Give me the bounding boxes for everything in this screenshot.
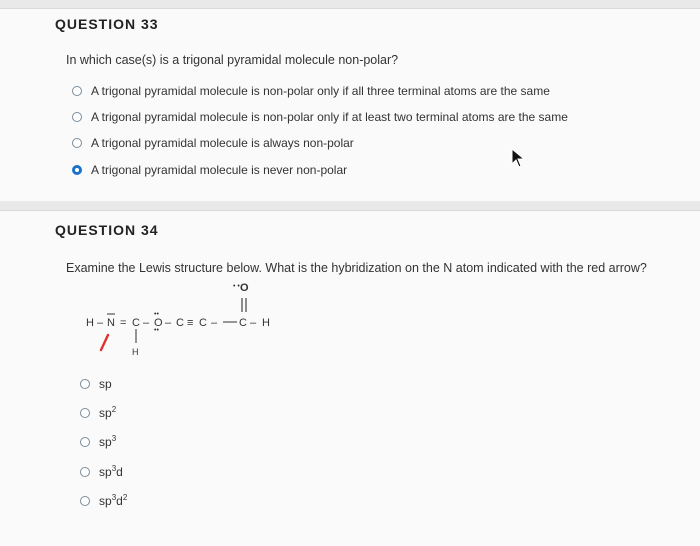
- radio-button[interactable]: [80, 467, 90, 477]
- radio-button[interactable]: [80, 408, 90, 418]
- atom-c1: C: [132, 317, 140, 329]
- atom-c4: C: [239, 317, 247, 329]
- option-label: A trigonal pyramidal molecule is never non-polar: [91, 163, 348, 177]
- option-label: $sp^3d^2$: [99, 493, 128, 508]
- question-34-title: QUESTION 34: [55, 222, 159, 238]
- atom-h-left: H: [86, 317, 94, 329]
- lone-pair-dots: ••: [154, 311, 159, 318]
- q34-option-sp3d[interactable]: [80, 465, 123, 479]
- lone-pair-dots: • •: [233, 283, 240, 290]
- radio-button-selected[interactable]: [72, 165, 82, 175]
- atom-c2: C: [176, 317, 184, 329]
- bond-single: –: [165, 317, 172, 329]
- question-33-title: QUESTION 33: [55, 16, 159, 32]
- mouse-cursor-icon: [510, 148, 526, 168]
- bond-triple: ≡: [187, 317, 194, 329]
- lone-pair-dots: ••: [154, 327, 159, 334]
- bond-single: –: [211, 317, 218, 329]
- option-label: A trigonal pyramidal molecule is non-polar only if at least two terminal atoms are the same: [91, 110, 568, 124]
- q34-option-sp2[interactable]: [80, 406, 116, 420]
- atom-h-right: H: [262, 317, 270, 329]
- atom-h-bottom: H: [132, 347, 139, 357]
- option-label: A trigonal pyramidal molecule is non-polar only if all three terminal atoms are the same: [91, 84, 550, 98]
- radio-button[interactable]: [72, 86, 82, 96]
- q34-option-sp3d2[interactable]: [80, 494, 127, 508]
- radio-button[interactable]: [80, 379, 90, 389]
- q33-option-2[interactable]: [72, 110, 568, 124]
- atom-o-ether: O: [154, 317, 163, 329]
- option-label: $sp^2$: [99, 405, 117, 420]
- q33-option-4[interactable]: [72, 163, 347, 177]
- q33-option-3[interactable]: [72, 136, 354, 150]
- question-33-card: [0, 8, 700, 201]
- atom-c3: C: [199, 317, 207, 329]
- question-34-prompt: Examine the Lewis structure below. What is the hybridization on the N atom indicated with the red arrow?: [66, 261, 647, 275]
- radio-button[interactable]: [80, 437, 90, 447]
- red-arrow-icon: [101, 335, 108, 350]
- q34-option-sp[interactable]: [80, 377, 112, 391]
- bond-double: =: [120, 317, 127, 329]
- bond-single: –: [97, 317, 104, 329]
- lewis-structure: [86, 281, 286, 363]
- question-34-card: [0, 210, 700, 546]
- option-label: $sp^3d$: [99, 464, 123, 479]
- option-label: A trigonal pyramidal molecule is always non-polar: [91, 136, 354, 150]
- atom-n: N: [107, 317, 115, 329]
- option-label: $sp^3$: [99, 434, 117, 449]
- question-33-prompt: In which case(s) is a trigonal pyramidal molecule non-polar?: [66, 53, 399, 67]
- q34-option-sp3[interactable]: [80, 435, 116, 449]
- radio-button[interactable]: [72, 112, 82, 122]
- bond-single: –: [143, 317, 150, 329]
- q33-option-1[interactable]: [72, 84, 550, 98]
- radio-button[interactable]: [80, 496, 90, 506]
- option-label: sp: [99, 377, 112, 391]
- atom-o-carbonyl: O: [240, 282, 249, 294]
- radio-button[interactable]: [72, 138, 82, 148]
- bond-single: –: [250, 317, 257, 329]
